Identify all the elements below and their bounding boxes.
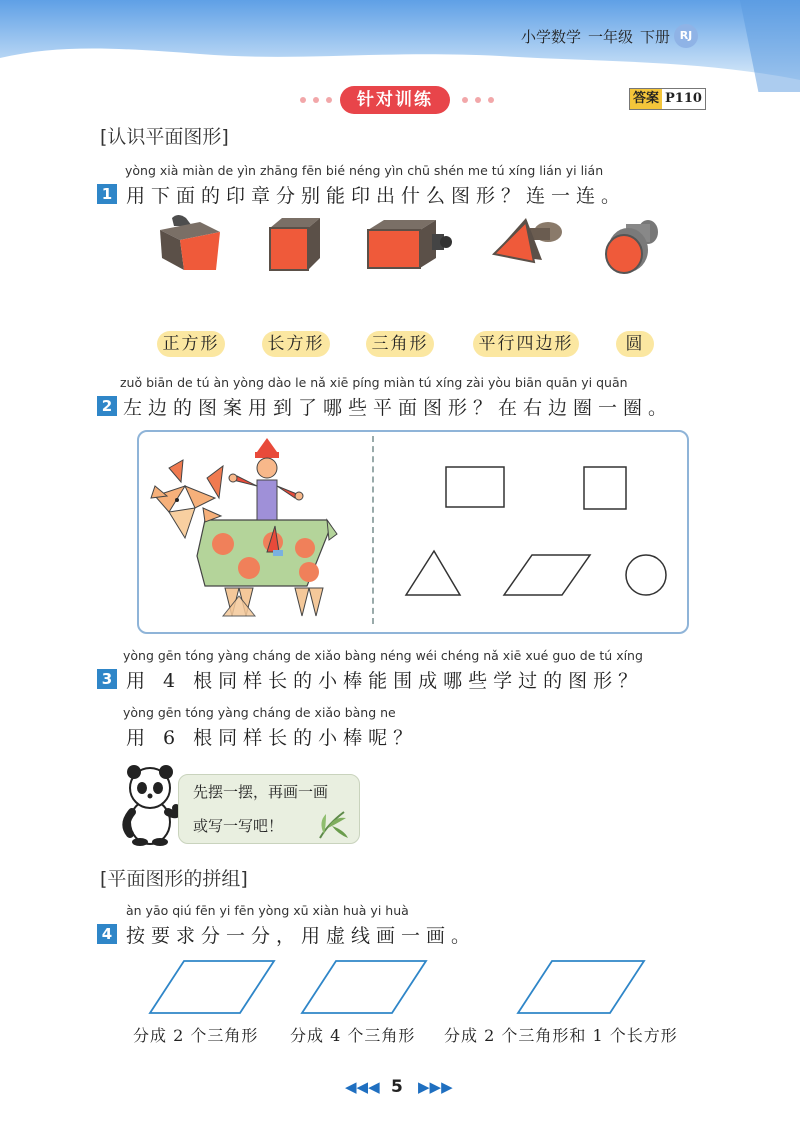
shape-chip-rectangle: 长方形 (262, 331, 330, 357)
shape-chip-circle: 圆 (616, 331, 654, 357)
q1-pinyin: yòng xià miàn de yìn zhāng fēn bié néng yìn chū shén me tú xíng lián yi lián (125, 163, 604, 178)
square-option-icon (584, 467, 626, 509)
answer-label: 答案 (630, 89, 662, 109)
tip-line-1: 先摆一摆，再画一画 (193, 783, 329, 801)
header-grade: 一年级 (588, 28, 634, 46)
edition-badge: RJ (674, 24, 698, 48)
shape-options (392, 455, 677, 610)
q1-number: 1 (97, 184, 117, 204)
q4-number: 4 (97, 924, 117, 944)
page-arrows-left: ◀◀◀ (345, 1078, 380, 1096)
answer-reference (629, 88, 706, 110)
q4-caption-1: 分成 2 个三角形 (133, 1026, 259, 1045)
circle-stamp-icon (606, 220, 658, 273)
title-dot (475, 97, 481, 103)
q3-text-1: 用 4 根同样长的小棒能围成哪些学过的图形？ (126, 670, 644, 692)
parallelogram-stamp-icon (160, 215, 220, 270)
stamps-row (150, 212, 670, 290)
parallelogram-icon (518, 961, 644, 1013)
q3-number: 3 (97, 669, 117, 689)
panel-divider (372, 436, 374, 624)
title-dot (462, 97, 468, 103)
title-dot (326, 97, 332, 103)
q2-text: 左边的图案用到了哪些平面图形？在右边圈一圈。 (123, 397, 674, 419)
section-title: [认识平面图形] (100, 126, 229, 148)
rectangle-option-icon (446, 467, 504, 507)
title-dot (313, 97, 319, 103)
page-title: 针对训练 (340, 86, 450, 114)
answer-page: P110 (665, 91, 702, 106)
triangle-stamp-icon (494, 218, 562, 262)
title-dot (300, 97, 306, 103)
q1-text: 用下面的印章分别能印出什么图形？连一连。 (126, 185, 627, 207)
square-stamp-icon (270, 218, 320, 270)
page-arrows-right: ▶▶▶ (418, 1078, 453, 1096)
q4-caption-3: 分成 2 个三角形和 1 个长方形 (444, 1026, 678, 1045)
parallelogram-icon (150, 961, 274, 1013)
header-subject: 小学数学 (521, 28, 582, 46)
parallelogram-option-icon (504, 555, 590, 595)
circle-option-icon (626, 555, 666, 595)
q4-pinyin: àn yāo qiú fēn yi fēn yòng xū xiàn huà yi huà (126, 903, 409, 918)
title-dot (488, 97, 494, 103)
triangle-option-icon (406, 551, 460, 595)
q3-text-2: 用 6 根同样长的小棒呢？ (126, 727, 419, 749)
q4-text: 按要求分一分，用虚线画一画。 (126, 925, 477, 947)
parallelogram-icon (302, 961, 426, 1013)
q4-caption-2: 分成 4 个三角形 (290, 1026, 416, 1045)
header-volume: 下册 (640, 28, 671, 46)
bamboo-leaf-icon (314, 806, 350, 842)
tip-line-2: 或写一写吧！ (193, 817, 284, 835)
page-number: 5 (391, 1077, 403, 1097)
shape-chip-parallelogram: 平行四边形 (473, 331, 579, 357)
shape-chip-triangle: 三角形 (366, 331, 434, 357)
q2-pinyin: zuǒ biān de tú àn yòng dào le nǎ xiē píng miàn tú xíng zài yòu biān quān yi quān (120, 375, 628, 390)
q3-pinyin-2: yòng gēn tóng yàng cháng de xiǎo bàng ne (123, 705, 396, 720)
rectangle-stamp-icon (368, 220, 452, 268)
q3-pinyin-1: yòng gēn tóng yàng cháng de xiǎo bàng néng wéi chéng nǎ xiē xué guo de tú xíng (123, 648, 643, 663)
section-title: [平面图形的拼组] (100, 868, 248, 890)
q2-number: 2 (97, 396, 117, 416)
panda-icon (118, 762, 184, 846)
shape-chip-square: 正方形 (157, 331, 225, 357)
shape-animal-picture (145, 438, 367, 624)
parallelogram-exercises (140, 955, 660, 1019)
